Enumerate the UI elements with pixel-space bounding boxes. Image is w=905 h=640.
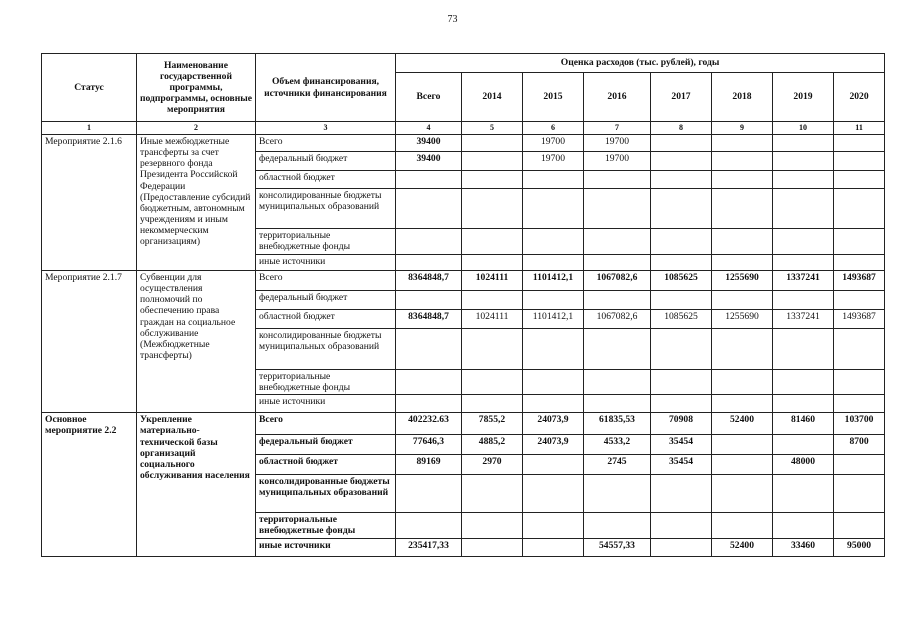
value-cell: 19700 bbox=[523, 152, 584, 171]
value-cell bbox=[396, 513, 462, 538]
value-cell bbox=[396, 229, 462, 255]
source-cell: Всего bbox=[256, 271, 396, 291]
source-cell: иные источники bbox=[256, 395, 396, 413]
value-cell bbox=[712, 171, 773, 189]
column-number: 2 bbox=[137, 122, 256, 135]
value-cell bbox=[396, 370, 462, 395]
value-cell bbox=[523, 370, 584, 395]
value-cell: 52400 bbox=[712, 538, 773, 556]
value-cell bbox=[651, 291, 712, 310]
value-cell bbox=[462, 189, 523, 229]
value-cell bbox=[584, 291, 651, 310]
program-name-cell: Субвенции для осуществления полномочий по обеспечению права граждан на социальное обслуживание (Межбюджетные трансферты) bbox=[137, 271, 256, 413]
value-cell bbox=[834, 329, 885, 370]
value-cell bbox=[523, 475, 584, 513]
value-cell: 1493687 bbox=[834, 271, 885, 291]
value-cell: 1255690 bbox=[712, 271, 773, 291]
status-cell: Мероприятие 2.1.7 bbox=[42, 271, 137, 413]
value-cell: 8364848,7 bbox=[396, 310, 462, 329]
value-cell bbox=[834, 291, 885, 310]
value-cell bbox=[834, 395, 885, 413]
value-cell bbox=[651, 329, 712, 370]
header-year: 2017 bbox=[651, 73, 712, 122]
value-cell: 35454 bbox=[651, 455, 712, 475]
value-cell: 1067082,6 bbox=[584, 310, 651, 329]
value-cell bbox=[712, 395, 773, 413]
source-cell: областной бюджет bbox=[256, 455, 396, 475]
value-cell: 1085625 bbox=[651, 310, 712, 329]
value-cell: 1101412,1 bbox=[523, 271, 584, 291]
value-cell bbox=[712, 229, 773, 255]
value-cell bbox=[773, 329, 834, 370]
source-cell: консолидированные бюджеты муниципальных образований bbox=[256, 329, 396, 370]
header-estimate: Оценка расходов (тыс. рублей), годы bbox=[396, 54, 885, 73]
value-cell bbox=[834, 229, 885, 255]
value-cell bbox=[651, 538, 712, 556]
value-cell bbox=[712, 435, 773, 455]
value-cell: 19700 bbox=[523, 135, 584, 152]
value-cell bbox=[584, 475, 651, 513]
value-cell bbox=[396, 395, 462, 413]
value-cell: 4885,2 bbox=[462, 435, 523, 455]
value-cell: 61835,53 bbox=[584, 413, 651, 435]
value-cell bbox=[584, 329, 651, 370]
value-cell bbox=[523, 171, 584, 189]
value-cell bbox=[462, 513, 523, 538]
value-cell bbox=[584, 395, 651, 413]
value-cell bbox=[523, 395, 584, 413]
value-cell: 39400 bbox=[396, 152, 462, 171]
value-cell: 1024111 bbox=[462, 310, 523, 329]
header-year: 2018 bbox=[712, 73, 773, 122]
value-cell bbox=[651, 171, 712, 189]
value-cell: 1493687 bbox=[834, 310, 885, 329]
header-status: Статус bbox=[42, 54, 137, 122]
source-cell: федеральный бюджет bbox=[256, 291, 396, 310]
header-volume: Объем финансирования, источники финансирования bbox=[256, 54, 396, 122]
value-cell bbox=[651, 135, 712, 152]
value-cell: 89169 bbox=[396, 455, 462, 475]
value-cell bbox=[834, 152, 885, 171]
value-cell bbox=[773, 513, 834, 538]
value-cell: 1101412,1 bbox=[523, 310, 584, 329]
status-cell: Мероприятие 2.1.6 bbox=[42, 135, 137, 271]
table-row bbox=[42, 413, 885, 435]
header-year: 2020 bbox=[834, 73, 885, 122]
status-cell: Основное мероприятие 2.2 bbox=[42, 413, 137, 556]
source-cell: территориальные внебюджетные фонды bbox=[256, 229, 396, 255]
value-cell: 95000 bbox=[834, 538, 885, 556]
value-cell bbox=[651, 395, 712, 413]
value-cell: 77646,3 bbox=[396, 435, 462, 455]
value-cell bbox=[584, 229, 651, 255]
value-cell: 70908 bbox=[651, 413, 712, 435]
value-cell: 1337241 bbox=[773, 271, 834, 291]
value-cell bbox=[462, 329, 523, 370]
column-number: 1 bbox=[42, 122, 137, 135]
value-cell bbox=[584, 370, 651, 395]
value-cell bbox=[834, 513, 885, 538]
value-cell: 48000 bbox=[773, 455, 834, 475]
value-cell bbox=[523, 189, 584, 229]
value-cell: 1085625 bbox=[651, 271, 712, 291]
budget-table bbox=[41, 53, 885, 557]
value-cell: 52400 bbox=[712, 413, 773, 435]
value-cell bbox=[773, 435, 834, 455]
value-cell bbox=[712, 455, 773, 475]
value-cell bbox=[651, 152, 712, 171]
value-cell: 2970 bbox=[462, 455, 523, 475]
value-cell bbox=[462, 255, 523, 271]
column-number: 11 bbox=[834, 122, 885, 135]
value-cell bbox=[773, 370, 834, 395]
column-number: 8 bbox=[651, 122, 712, 135]
value-cell: 235417,33 bbox=[396, 538, 462, 556]
value-cell bbox=[712, 513, 773, 538]
value-cell bbox=[523, 538, 584, 556]
value-cell bbox=[651, 513, 712, 538]
value-cell bbox=[462, 475, 523, 513]
value-cell bbox=[462, 538, 523, 556]
value-cell: 24073,9 bbox=[523, 413, 584, 435]
value-cell bbox=[773, 135, 834, 152]
column-number: 7 bbox=[584, 122, 651, 135]
value-cell bbox=[773, 189, 834, 229]
value-cell bbox=[712, 255, 773, 271]
value-cell bbox=[396, 329, 462, 370]
value-cell bbox=[834, 475, 885, 513]
value-cell bbox=[712, 329, 773, 370]
value-cell bbox=[523, 513, 584, 538]
value-cell bbox=[651, 475, 712, 513]
column-number: 3 bbox=[256, 122, 396, 135]
source-cell: федеральный бюджет bbox=[256, 435, 396, 455]
value-cell bbox=[834, 255, 885, 271]
value-cell: 54557,33 bbox=[584, 538, 651, 556]
value-cell bbox=[834, 455, 885, 475]
value-cell bbox=[651, 255, 712, 271]
value-cell bbox=[712, 475, 773, 513]
value-cell bbox=[523, 291, 584, 310]
value-cell: 19700 bbox=[584, 135, 651, 152]
value-cell bbox=[712, 135, 773, 152]
value-cell: 1024111 bbox=[462, 271, 523, 291]
value-cell bbox=[462, 370, 523, 395]
program-name-cell: Укрепление материально-технической базы организаций социального обслуживания населения bbox=[137, 413, 256, 556]
value-cell bbox=[651, 189, 712, 229]
column-number: 4 bbox=[396, 122, 462, 135]
header-year: 2015 bbox=[523, 73, 584, 122]
value-cell bbox=[712, 152, 773, 171]
value-cell bbox=[462, 229, 523, 255]
value-cell bbox=[834, 135, 885, 152]
value-cell: 4533,2 bbox=[584, 435, 651, 455]
value-cell bbox=[773, 171, 834, 189]
source-cell: Всего bbox=[256, 413, 396, 435]
value-cell: 8700 bbox=[834, 435, 885, 455]
value-cell: 8364848,7 bbox=[396, 271, 462, 291]
source-cell: иные источники bbox=[256, 255, 396, 271]
value-cell: 402232.63 bbox=[396, 413, 462, 435]
table-row bbox=[42, 135, 885, 152]
header-year: 2019 bbox=[773, 73, 834, 122]
value-cell bbox=[523, 229, 584, 255]
value-cell bbox=[773, 255, 834, 271]
value-cell bbox=[651, 370, 712, 395]
column-number: 5 bbox=[462, 122, 523, 135]
column-number: 6 bbox=[523, 122, 584, 135]
value-cell bbox=[462, 395, 523, 413]
header-year: Всего bbox=[396, 73, 462, 122]
value-cell bbox=[396, 475, 462, 513]
program-name-cell: Иные межбюджетные трансферты за счет резервного фонда Президента Российской Федерации (Предоставление субсидий бюджетным, автономным учреждениям и иным некоммерческим организациям) bbox=[137, 135, 256, 271]
value-cell bbox=[834, 189, 885, 229]
column-number: 10 bbox=[773, 122, 834, 135]
value-cell bbox=[584, 255, 651, 271]
source-cell: иные источники bbox=[256, 538, 396, 556]
value-cell: 24073,9 bbox=[523, 435, 584, 455]
value-cell bbox=[773, 152, 834, 171]
source-cell: федеральный бюджет bbox=[256, 152, 396, 171]
value-cell bbox=[584, 513, 651, 538]
value-cell: 19700 bbox=[584, 152, 651, 171]
value-cell: 1067082,6 bbox=[584, 271, 651, 291]
value-cell bbox=[396, 291, 462, 310]
value-cell bbox=[773, 229, 834, 255]
source-cell: областной бюджет bbox=[256, 310, 396, 329]
source-cell: территориальные внебюджетные фонды bbox=[256, 370, 396, 395]
value-cell bbox=[523, 255, 584, 271]
value-cell bbox=[523, 455, 584, 475]
value-cell bbox=[773, 395, 834, 413]
value-cell bbox=[651, 229, 712, 255]
value-cell: 1255690 bbox=[712, 310, 773, 329]
value-cell: 1337241 bbox=[773, 310, 834, 329]
header-year: 2016 bbox=[584, 73, 651, 122]
page-number: 73 bbox=[447, 14, 458, 25]
value-cell bbox=[584, 171, 651, 189]
column-number: 9 bbox=[712, 122, 773, 135]
value-cell bbox=[773, 475, 834, 513]
value-cell bbox=[462, 152, 523, 171]
value-cell bbox=[712, 370, 773, 395]
source-cell: территориальные внебюджетные фонды bbox=[256, 513, 396, 538]
source-cell: Всего bbox=[256, 135, 396, 152]
header-year: 2014 bbox=[462, 73, 523, 122]
value-cell bbox=[584, 189, 651, 229]
value-cell bbox=[396, 255, 462, 271]
value-cell: 39400 bbox=[396, 135, 462, 152]
value-cell: 103700 bbox=[834, 413, 885, 435]
value-cell bbox=[462, 291, 523, 310]
value-cell: 33460 bbox=[773, 538, 834, 556]
value-cell bbox=[773, 291, 834, 310]
value-cell bbox=[712, 189, 773, 229]
value-cell: 7855,2 bbox=[462, 413, 523, 435]
value-cell: 2745 bbox=[584, 455, 651, 475]
value-cell: 35454 bbox=[651, 435, 712, 455]
source-cell: областной бюджет bbox=[256, 171, 396, 189]
value-cell bbox=[834, 370, 885, 395]
source-cell: консолидированные бюджеты муниципальных образований bbox=[256, 475, 396, 513]
value-cell bbox=[834, 171, 885, 189]
table-row bbox=[42, 271, 885, 291]
value-cell: 81460 bbox=[773, 413, 834, 435]
value-cell bbox=[523, 329, 584, 370]
value-cell bbox=[396, 189, 462, 229]
value-cell bbox=[396, 171, 462, 189]
header-name: Наименование государственной программы, подпрограммы, основные мероприятия bbox=[137, 54, 256, 122]
source-cell: консолидированные бюджеты муниципальных образований bbox=[256, 189, 396, 229]
value-cell bbox=[712, 291, 773, 310]
value-cell bbox=[462, 171, 523, 189]
value-cell bbox=[462, 135, 523, 152]
